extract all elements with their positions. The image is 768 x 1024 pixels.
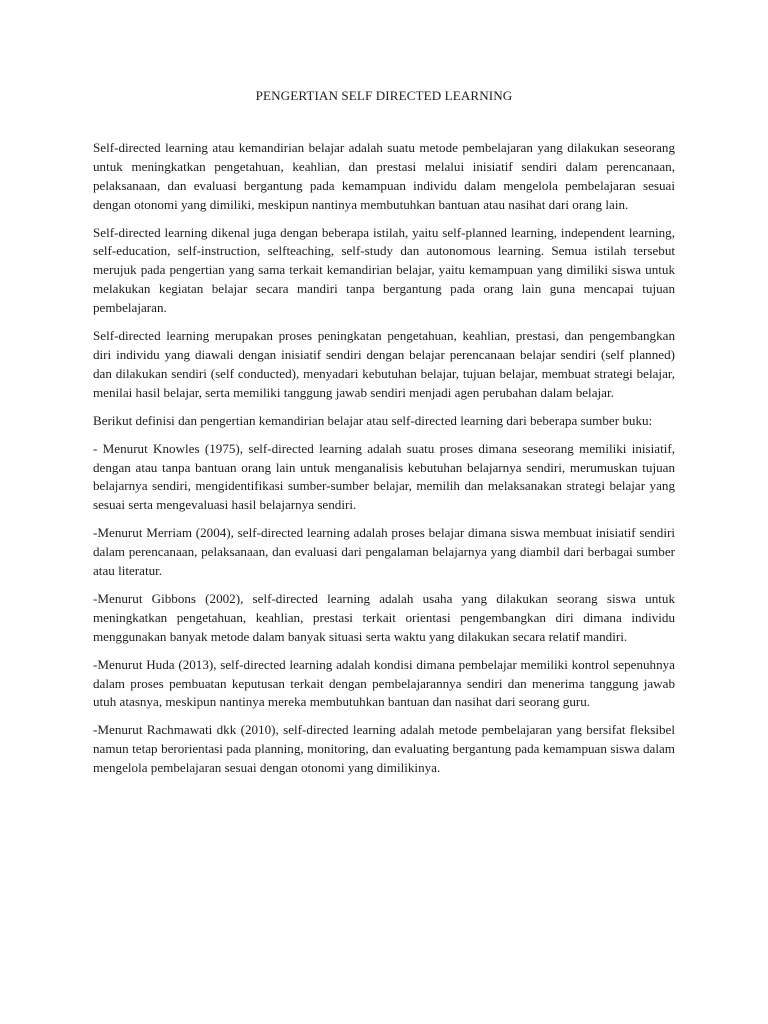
paragraph-huda: -Menurut Huda (2013), self-directed learning adalah kondisi dimana pembelajar memiliki kontrol sepenuhnya dalam proses pembuatan keputusan terkait dengan pembelajarannya sendiri dan menerima tanggung jawab utuh atasnya, meskipun nantinya mereka membutuhkan bantuan dan nasihat dari seorang guru. xyxy=(93,656,675,710)
document-title: PENGERTIAN SELF DIRECTED LEARNING xyxy=(255,88,513,103)
paragraph-terms: Self-directed learning dikenal juga dengan beberapa istilah, yaitu self-planned learning, independent learning, self-education, self-instruction, selfteaching, self-study dan autonomous learning. Semua istilah tersebut merujuk pada pengertian yang sama terkait kemandirian belajar, yaitu kemampuan yang dimiliki siswa untuk melakukan kegiatan belajar secara mandiri tanpa bergantung pada orang lain guna mencapai tujuan pembelajaran. xyxy=(93,224,675,316)
paragraph-knowles: - Menurut Knowles (1975), self-directed learning adalah suatu proses dimana seseorang memiliki inisiatif, dengan atau tanpa bantuan orang lain untuk menganalisis kebutuhan belajarnya sendiri, merumuskan tujuan belajarnya sendiri, mengidentifikasi sumber-sumber belajar, memilih dan melaksanakan strategi belajar yang sesuai serta mengevaluasi hasil belajarnya sendiri. xyxy=(93,440,675,513)
paragraph-merriam: -Menurut Merriam (2004), self-directed learning adalah proses belajar dimana siswa membuat inisiatif sendiri dalam perencanaan, pelaksanaan, dan evaluasi dari pengalaman belajarnya yang diambil dari berbagai sumber atau literatur. xyxy=(93,525,675,579)
paragraph-gibbons: -Menurut Gibbons (2002), self-directed learning adalah usaha yang dilakukan seorang siswa untuk meningkatkan pengetahuan, keahlian, prestasi terkait orientasi pengembangkan diri dimana individu menggunakan banyak metode dalam banyak situasi serta waktu yang dilakukan secara relatif mandiri. xyxy=(93,590,675,644)
paragraph-intro-sources: Berikut definisi dan pengertian kemandirian belajar atau self-directed learning dari beberapa sumber buku: xyxy=(93,412,653,428)
paragraph-definition: Self-directed learning atau kemandirian belajar adalah suatu metode pembelajaran yang dilakukan seseorang untuk meningkatkan pengetahuan, keahlian, dan prestasi melalui inisiatif sendiri dalam perencanaan, pelaksanaan, dan evaluasi bergantung pada kemampuan individu dalam mengelola pembelajaran sesuai dengan otonomi yang dimiliki, meskipun nantinya membutuhkan bantuan atau nasihat dari orang lain. xyxy=(93,139,675,212)
paragraph-rachmawati: -Menurut Rachmawati dkk (2010), self-directed learning adalah metode pembelajaran yang bersifat fleksibel namun tetap berorientasi pada planning, monitoring, dan evaluating bergantung pada kemampuan siswa dalam mengelola pembelajaran sesuai dengan otonomi yang dimilikinya. xyxy=(93,722,675,776)
document-body xyxy=(93,87,675,787)
paragraph-process: Self-directed learning merupakan proses peningkatan pengetahuan, keahlian, prestasi, dan pengembangkan diri individu yang diawali dengan inisiatif sendiri dengan belajar perencanaan belajar sendiri (self planned) dan dilakukan sendiri (self conducted), menyadari kebutuhan belajar, tujuan belajar, membuat strategi belajar, menilai hasil belajar, serta memiliki tanggung jawab sendiri menjadi agen perubahan dalam belajar. xyxy=(93,328,675,400)
